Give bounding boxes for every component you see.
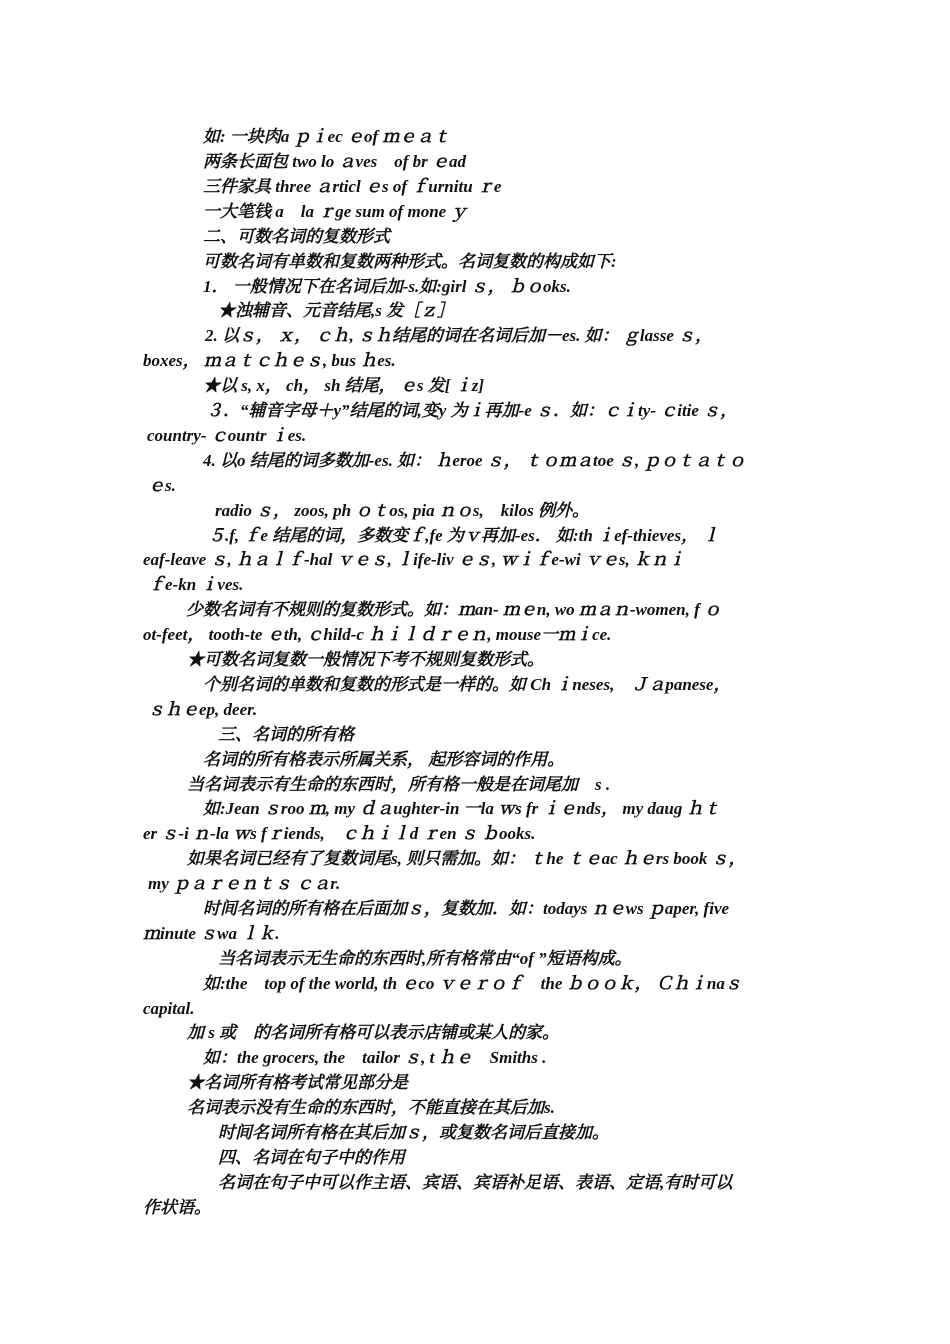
text-line: 名词表示没有生命的东西时，不能直接在其后加s. <box>187 1098 555 1117</box>
note-line: ★可数名词复数一般情况下考不规则复数形式。 <box>187 650 544 669</box>
text-line: ｅs. <box>148 476 176 495</box>
text-line: ｆe-kn ｉves. <box>148 575 244 594</box>
text-line: 2. 以ｓ， ｘ， ｃｈ, ｓｈ结尾的词在名词后加－es. 如： ｇlasse ｓ， <box>205 326 713 345</box>
text-line: 个别名词的单数和复数的形式是一样的。如 Ch ｉneses, Ｊａpanese， <box>203 675 731 694</box>
text-line: 当名词表示无生命的东西时,所有格常由“of ”短语构成。 <box>218 949 632 968</box>
note-line: ★浊辅音、元音结尾,s 发［ｚ］ <box>218 301 455 320</box>
text-line: ５.f, ｆe 结尾的词，多数变ｆ,fe 为ｖ再加-es． 如:th ｉef-thieves， ｌ <box>208 526 720 545</box>
section-heading: 四、名词在句子中的作用 <box>218 1148 405 1167</box>
section-heading: 三、名词的所有格 <box>218 725 354 744</box>
text-line: 1． 一般情况下在名词后加-s.如:girl ｓ， ｂｏoks. <box>203 277 571 296</box>
text-line: 当名词表示有生命的东西时，所有格一般是在词尾加 s . <box>187 775 611 794</box>
text-line: eaf-leave ｓ, ｈａｌｆ-hal ｖｅｓ, ｌife-liv ｅｓ, ｗｉｆe-wi ｖｅs, ｋｎｉ <box>143 550 686 569</box>
text-line: 如：the grocers, the tailor ｓ, t ｈｅ Smiths . <box>203 1048 547 1067</box>
text-line: 可数名词有单数和复数两种形式。名词复数的构成如下: <box>203 252 617 271</box>
text-line: 一大笔钱 a la ｒge sum of mone ｙ <box>203 202 468 221</box>
text-line: 名词的所有格表示所属关系， 起形容词的作用。 <box>203 750 565 769</box>
note-line: ★以 s, x， ch， sh 结尾， ｅs 发[ ｉz] <box>203 376 484 395</box>
text-line: ３．“辅音字母＋y”结尾的词,变y 为ｉ再加-e ｓ．如：ｃｉty- ｃitie ｓ， <box>206 401 738 420</box>
text-line: 如果名词已经有了复数词尾s, 则只需加。如： ｔhe ｔｅac ｈｅrs book ｓ， <box>187 849 746 868</box>
text-line: boxes， ｍａｔｃｈｅｓ, bus ｈes. <box>143 351 396 370</box>
text-line: 时间名词的所有格在后面加ｓ，复数加．如：todays ｎｅws ｐaper, five <box>203 899 730 918</box>
text-line: 名词在句子中可以作主语、宾语、宾语补足语、表语、定语,有时可以 <box>218 1173 733 1192</box>
text-line: 4. 以o 结尾的词多数加-es. 如： ｈeroe ｓ， ｔｏｍａtoe ｓ, ｐｏｔａｔｏ <box>203 451 746 470</box>
text-line: 两条长面包 two lo ａves of br ｅad <box>203 152 467 171</box>
text-line: 如: 一块肉a ｐｉec ｅof ｍｅａｔ <box>203 127 451 146</box>
text-line: ｓｈｅep, deer. <box>148 700 258 719</box>
text-line: 加 s 或 的名词所有格可以表示店铺或某人的家。 <box>187 1023 560 1042</box>
text-line: capital. <box>143 999 195 1018</box>
section-heading: 二、可数名词的复数形式 <box>203 227 390 246</box>
text-line: 如:Jean ｓroo ｍ, my ｄａughter-in 一la ｗs fr ｉｅnds， my daug ｈｔ <box>203 799 721 818</box>
note-line: ★名词所有格考试常见部分是 <box>187 1073 408 1092</box>
text-line: er ｓ-i ｎ-la ｗs fｒiends, ｃｈｉｌd ｒen ｓ ｂooks. <box>143 824 536 843</box>
text-line: country- ｃountr ｉes. <box>147 426 307 445</box>
text-line: radio ｓ， zoos, ph ｏｔos, pia ｎｏs, kilos 例外。 <box>215 501 590 520</box>
text-line: 少数名词有不规则的复数形式。如：ｍan- ｍｅn, wo ｍａｎ-women, f ｏ <box>186 600 722 619</box>
text-line: 如:the top of the world, th ｅco ｖｅｒｏｆ the ｂｏｏｋ， Ｃｈｉnaｓ <box>203 974 742 993</box>
text-line: 作状语。 <box>143 1198 211 1217</box>
text-line: 时间名词所有格在其后加ｓ，或复数名词后直接加。 <box>218 1123 609 1142</box>
text-line: 三件家具 three ａrticl ｅs of ｆurnitu ｒe <box>203 177 502 196</box>
text-line: my ｐａｒｅｎｔｓ ｃａr. <box>148 874 341 893</box>
text-line: ｍinute ｓwa ｌｋ. <box>143 924 280 943</box>
text-line: ot-feet， tooth-te ｅth, ｃhild-c ｈｉｌｄｒｅｎ, mouse一ｍｉce. <box>143 625 612 644</box>
